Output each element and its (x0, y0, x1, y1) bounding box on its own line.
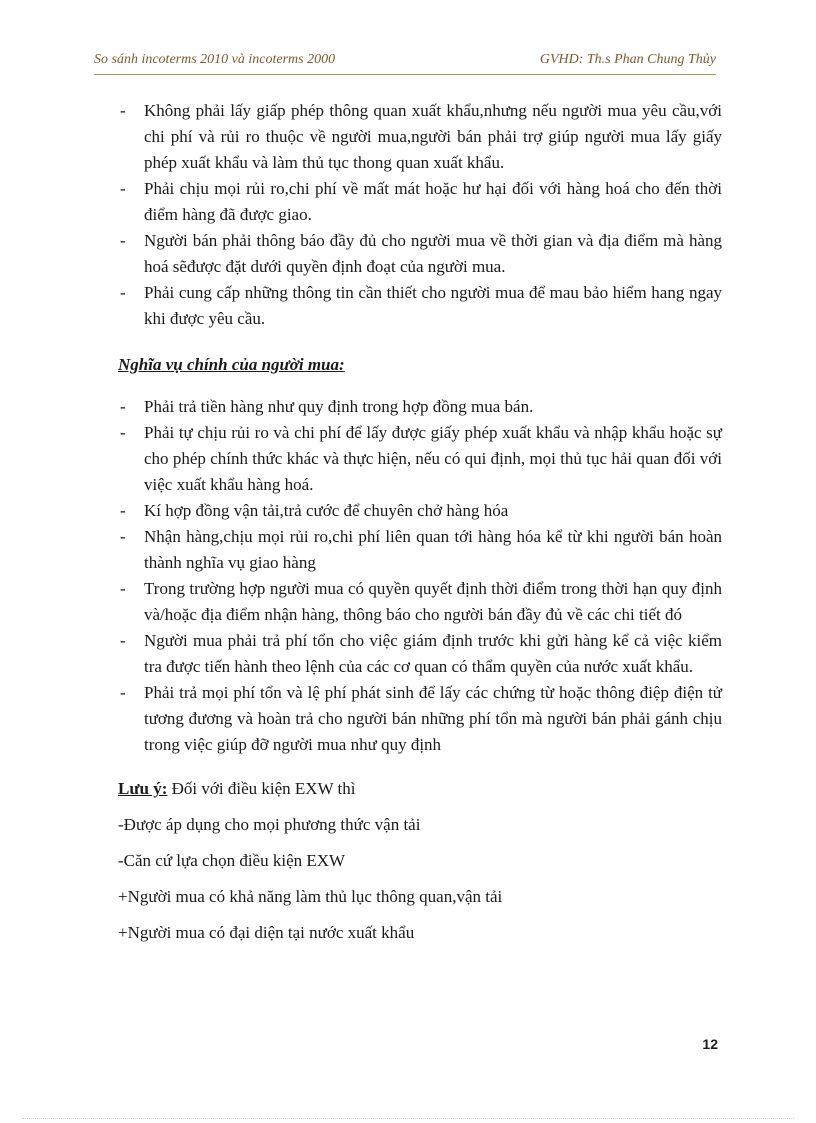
list-item: - Phải trả tiền hàng như quy định trong hợp đồng mua bán. (118, 394, 722, 420)
note-intro: Đối với điều kiện EXW thì (167, 779, 356, 798)
page-number: 12 (702, 1036, 718, 1052)
list-item: - Phải chịu mọi rủi ro,chi phí về mất mát hoặc hư hại đối với hàng hoá cho đến thời điểm hàng đã được giao. (118, 176, 722, 228)
page-content (118, 98, 722, 946)
note-line: -Được áp dụng cho mọi phương thức vận tải (118, 815, 421, 834)
note-line: +Người mua có khả năng làm thủ lục thông quan,vận tải (118, 887, 503, 906)
page-header (94, 52, 716, 75)
list-item: - Phải cung cấp những thông tin cần thiết cho người mua để mau bảo hiểm hang ngay khi được yêu cầu. (118, 280, 722, 332)
note-title: Lưu ý: (118, 779, 168, 798)
page-bottom-divider (22, 1118, 794, 1119)
header-document-title: So sánh incoterms 2010 và incoterms 2000 (94, 52, 336, 67)
list-item: - Trong trường hợp người mua có quyền quyết định thời điểm trong thời hạn quy định và/hoặc địa điểm nhận hàng, thông báo cho người bán đầy đủ về các chi tiết đó (118, 576, 722, 628)
list-item: - Không phải lấy giấp phép thông quan xuất khẩu,nhưng nếu người mua yêu cầu,với chi phí và rủi ro thuộc về người mua,người bán phải trợ giúp người mua lấy giấy phép xuất khẩu và làm thủ tục thong quan xuất khẩu. (118, 98, 722, 176)
note-header (118, 776, 722, 802)
buyer-obligations-heading: Nghĩa vụ chính của người mua: (118, 355, 345, 374)
list-item: - Người bán phải thông báo đầy đủ cho người mua về thời gian và địa điểm mà hàng hoá sẽđược đặt dưới quyền định đoạt của người mua. (118, 228, 722, 280)
buyer-obligations-list (118, 394, 722, 758)
list-item: - Phải trả mọi phí tổn và lệ phí phát sinh để lấy các chứng từ hoặc thông điệp điện tử tương đương và hoàn trả cho người bán những phí tổn mà người bán phải gánh chịu trong việc giúp đỡ người mua như quy định (118, 680, 722, 758)
note-section (118, 776, 722, 946)
note-line: -Căn cứ lựa chọn điều kiện EXW (118, 851, 346, 870)
list-item: - Kí hợp đồng vận tải,trả cước để chuyên chở hàng hóa (118, 498, 722, 524)
list-item: - Nhận hàng,chịu mọi rủi ro,chi phí liên quan tới hàng hóa kể từ khi người bán hoàn thành nghĩa vụ giao hàng (118, 524, 722, 576)
list-item: - Người mua phải trả phí tổn cho việc giám định trước khi gửi hàng kể cả việc kiểm tra được tiến hành theo lệnh của các cơ quan có thẩm quyền của nước xuất khẩu. (118, 628, 722, 680)
header-instructor: GVHD: Th.s Phan Chung Thủy (539, 52, 716, 67)
seller-obligations-list (118, 98, 722, 332)
note-line: +Người mua có đại diện tại nước xuất khẩu (118, 923, 415, 942)
list-item: - Phải tự chịu rủi ro và chi phí để lấy được giấy phép xuất khẩu và nhập khẩu hoặc sự cho phép chính thức khác và thực hiện, nếu có qui định, mọi thủ tục hải quan đối với việc xuất khẩu hàng hoá. (118, 420, 722, 498)
